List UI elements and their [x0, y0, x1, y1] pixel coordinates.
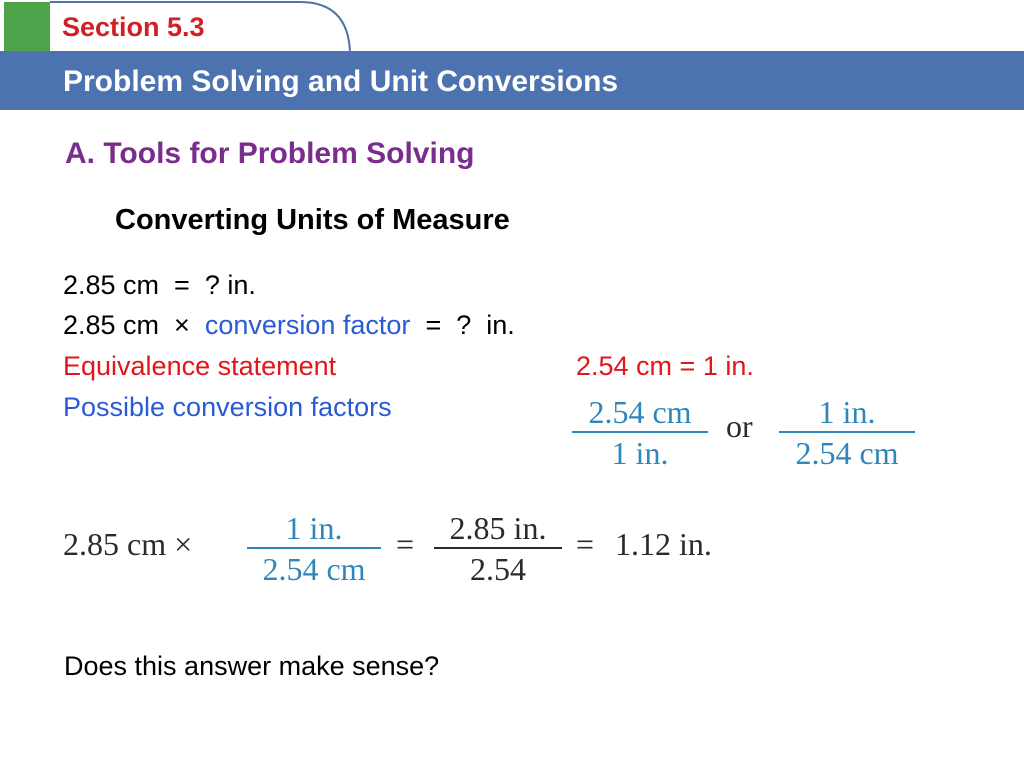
calc-factor-numerator: 1 in.: [285, 510, 343, 546]
factor-1-numerator: 2.54 cm: [588, 394, 692, 430]
factor-2-numerator: 1 in.: [818, 394, 876, 430]
equivalence-statement: 2.54 cm = 1 in.: [576, 351, 754, 381]
subheading: A. Tools for Problem Solving: [65, 137, 475, 170]
conversion-line-prefix: 2.85 cm ×: [63, 310, 205, 340]
fraction-bar: [247, 547, 381, 549]
factor-2-denominator: 2.54 cm: [795, 435, 899, 471]
problem-line: 2.85 cm = ? in.: [63, 270, 256, 300]
section-number: Section 5.3: [62, 12, 205, 42]
calc-factor: [247, 512, 381, 585]
conversion-factor-label: conversion factor: [204, 310, 411, 340]
slide-title: Problem Solving and Unit Conversions: [63, 65, 619, 98]
equals-sign-1: =: [396, 526, 415, 562]
fraction-bar: [434, 547, 562, 549]
conversion-factor-2: [779, 396, 915, 469]
calc-intermediate-numerator: 2.85 in.: [449, 510, 547, 546]
factors-label: Possible conversion factors: [63, 392, 392, 422]
calc-intermediate-denominator: 2.54: [470, 551, 526, 587]
calc-factor-denominator: 2.54 cm: [262, 551, 366, 587]
fraction-bar: [572, 431, 708, 433]
calc-result: 1.12 in.: [615, 526, 712, 562]
topic-heading: Converting Units of Measure: [115, 204, 510, 236]
closing-question: Does this answer make sense?: [64, 651, 440, 681]
or-word: or: [726, 408, 753, 444]
equals-sign-2: =: [576, 526, 595, 562]
title-bar: [0, 51, 1024, 110]
conversion-line: [63, 310, 515, 341]
fraction-bar: [779, 431, 915, 433]
factor-1-denominator: 1 in.: [611, 435, 669, 471]
calc-intermediate: [434, 512, 562, 585]
conversion-line-suffix: = ? in.: [410, 310, 515, 340]
conversion-factor-1: [572, 396, 708, 469]
calc-start: 2.85 cm ×: [63, 526, 193, 562]
equivalence-label: Equivalence statement: [63, 351, 337, 381]
